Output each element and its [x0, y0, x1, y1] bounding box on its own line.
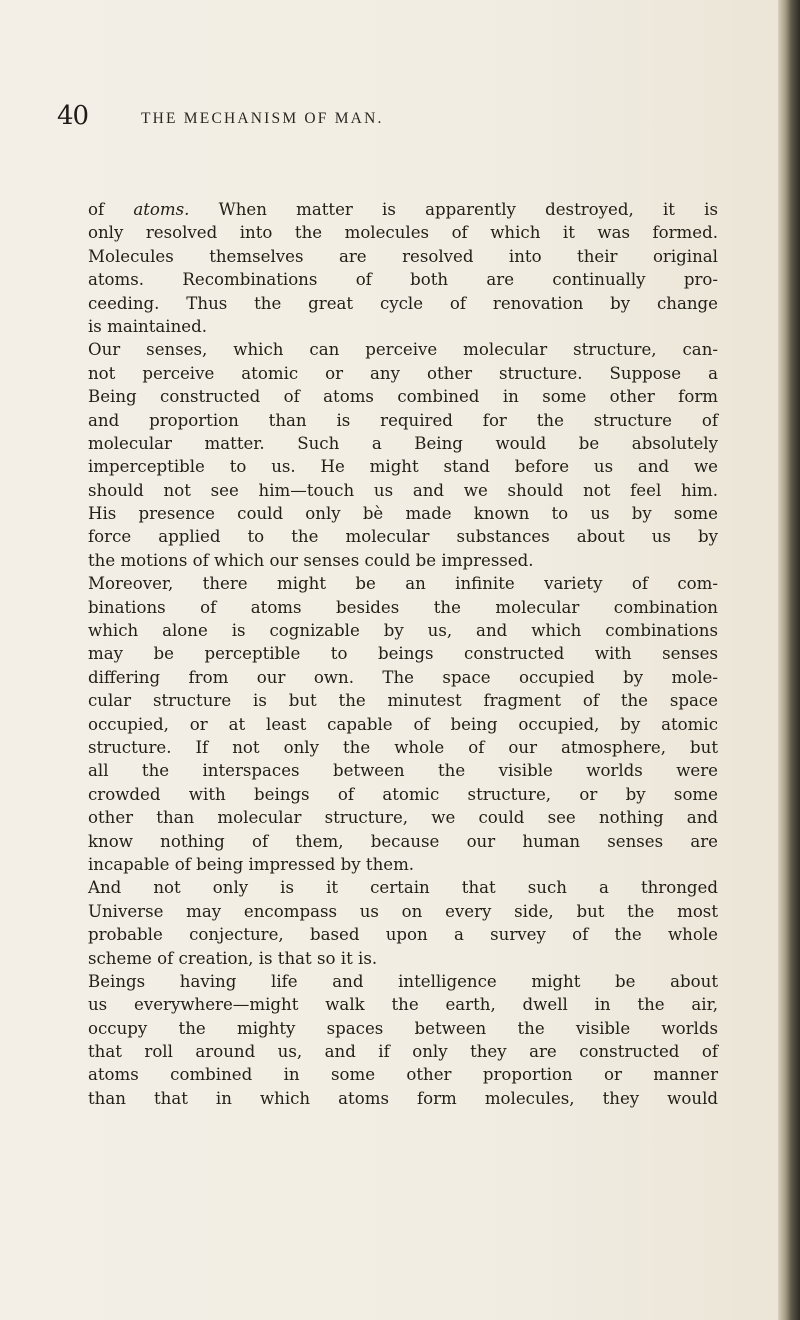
text-run: of [88, 200, 134, 219]
text-line: scheme of creation, is that so it is. [88, 948, 378, 968]
text-line: Beings having life and intelligence might be about [88, 971, 718, 991]
paragraph [88, 572, 718, 876]
text-line [88, 198, 718, 221]
text-line: incapable of being impressed by them. [88, 854, 415, 874]
text-line: Moreover, there might be an infinite variety of com- [88, 574, 718, 594]
text-line: molecular matter. Such a Being would be absolutely [88, 433, 718, 453]
text-line: and proportion than is required for the structure of [88, 410, 718, 430]
text-line: not perceive atomic or any other structure. Suppose a [88, 363, 718, 383]
text-line: only resolved into the molecules of which it was formed. [88, 223, 718, 243]
page-header [57, 101, 687, 141]
text-line: is maintained. [88, 316, 207, 336]
text-line: Being constructed of atoms combined in some other form [88, 387, 718, 407]
book-spine-edge [778, 0, 800, 1320]
text-line: Our senses, which can perceive molecular structure, can- [88, 340, 718, 360]
body-text [88, 198, 718, 1110]
text-line: the motions of which our senses could be impressed. [88, 550, 534, 570]
text-line: cular structure is but the minutest fragment of the space [88, 691, 718, 711]
text-line: may be perceptible to beings constructed with senses [88, 644, 718, 664]
text-line: know nothing of them, because our human senses are [88, 831, 718, 851]
page-number: 40 [57, 101, 89, 131]
text-line: us everywhere—might walk the earth, dwell in the air, [88, 995, 718, 1015]
text-line: atoms. Recombinations of both are continually pro- [88, 270, 718, 290]
text-line: should not see him—touch us and we should not feel him. [88, 480, 718, 500]
text-line: And not only is it certain that such a thronged [88, 878, 718, 898]
text-line: binations of atoms besides the molecular combination [88, 597, 718, 617]
text-line: Molecules themselves are resolved into their original [88, 246, 718, 266]
text-line: Universe may encompass us on every side, but the most [88, 901, 718, 921]
text-line: probable conjecture, based upon a survey of the whole [88, 925, 718, 945]
paragraph [88, 876, 718, 970]
text-line: than that in which atoms form molecules, they would [88, 1088, 718, 1108]
text-line: His presence could only bè made known to us by some [88, 504, 718, 524]
paragraph [88, 198, 718, 338]
text-line: atoms combined in some other proportion or manner [88, 1065, 718, 1085]
text-line: occupied, or at least capable of being occupied, by atomic [88, 714, 718, 734]
text-line: differing from our own. The space occupied by mole- [88, 667, 718, 687]
paragraph [88, 970, 718, 1110]
text-line: ceeding. Thus the great cycle of renovation by change [88, 293, 718, 313]
paragraph [88, 338, 718, 572]
text-line: structure. If not only the whole of our atmosphere, but [88, 737, 718, 757]
italic-run: atoms. [133, 200, 190, 219]
text-line: crowded with beings of atomic structure, or by some [88, 784, 718, 804]
text-line: occupy the mighty spaces between the visible worlds [88, 1018, 718, 1038]
text-line: all the interspaces between the visible worlds were [88, 761, 718, 781]
running-head: THE MECHANISM OF MAN. [141, 110, 384, 127]
text-line: other than molecular structure, we could see nothing and [88, 808, 718, 828]
text-line: imperceptible to us. He might stand before us and we [88, 457, 718, 477]
text-line: force applied to the molecular substances about us by [88, 527, 718, 547]
text-line: that roll around us, and if only they are constructed of [88, 1042, 718, 1062]
text-line: which alone is cognizable by us, and which combinations [88, 621, 718, 641]
text-run: When matter is apparently destroyed, it is [189, 200, 718, 219]
